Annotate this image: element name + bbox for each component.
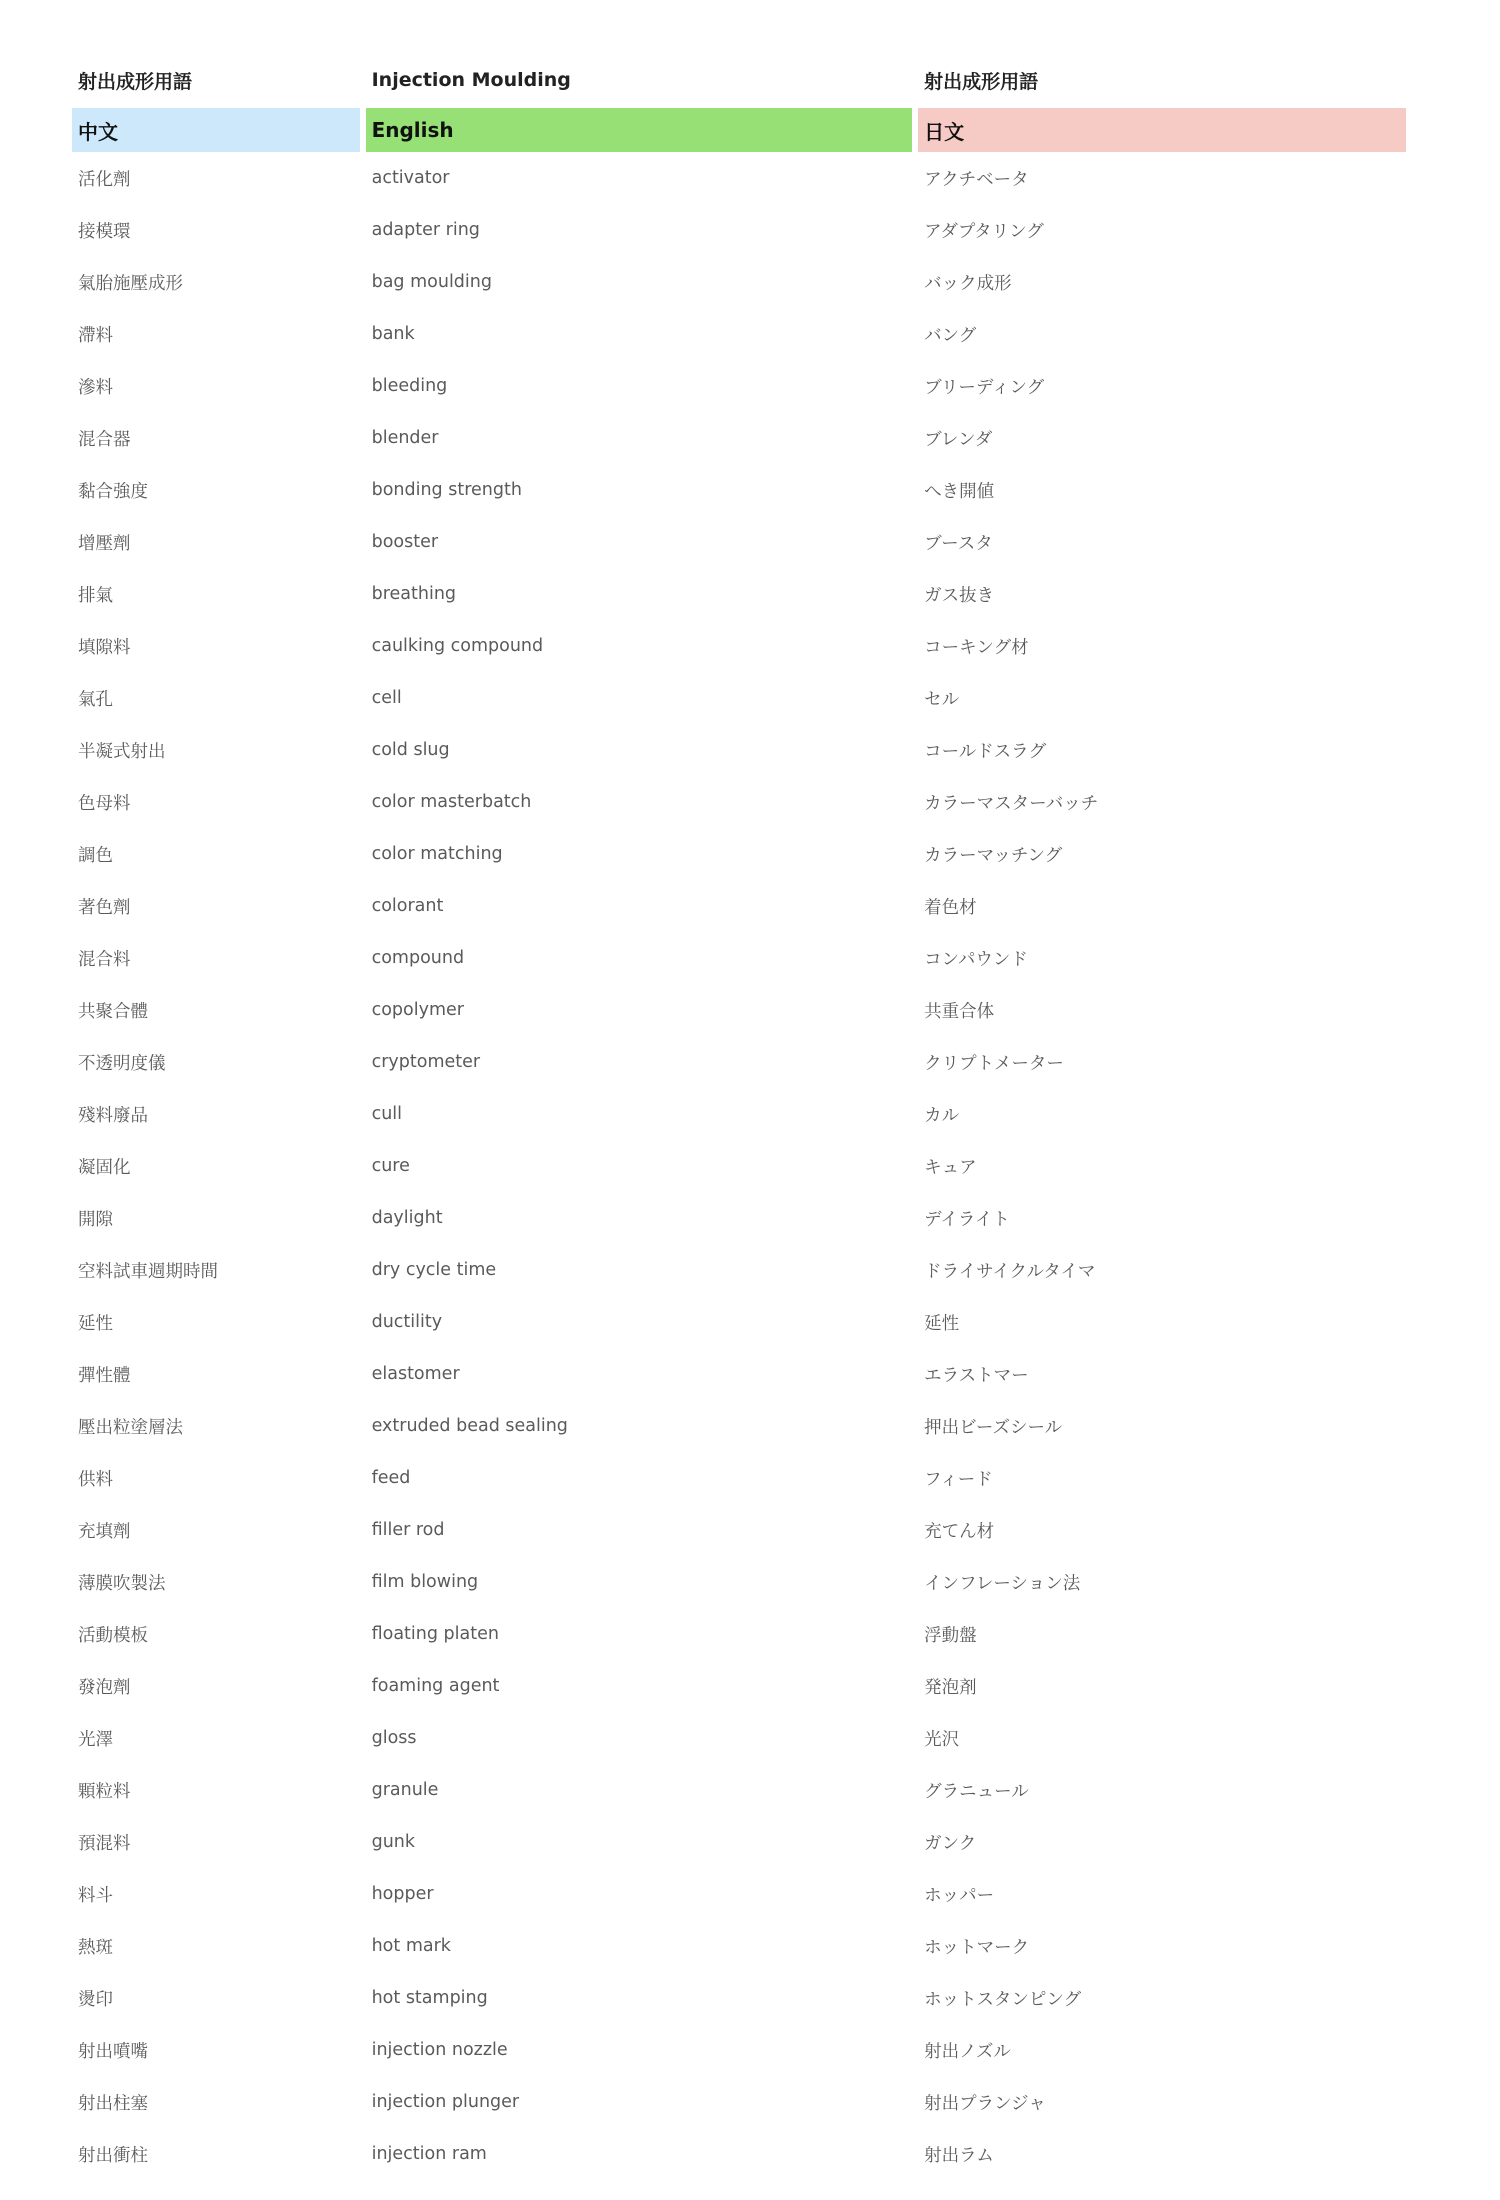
- table-row: [72, 516, 1406, 568]
- term-english: injection nozzle: [371, 2040, 508, 2060]
- term-japanese: カラーマスターバッチ: [924, 793, 1099, 814]
- table-row: [72, 308, 1406, 360]
- term-japanese: グラニュール: [924, 1781, 1029, 1802]
- term-chinese: 薄膜吹製法: [78, 1573, 166, 1594]
- term-chinese: 黏合強度: [78, 481, 148, 502]
- table-row: [72, 672, 1406, 724]
- title-english: Injection Moulding: [371, 69, 571, 91]
- term-english: bag moulding: [371, 272, 492, 292]
- term-japanese: 光沢: [924, 1729, 960, 1750]
- table-row: [72, 1400, 1406, 1452]
- term-english: granule: [371, 1780, 439, 1800]
- term-english: bank: [371, 324, 415, 344]
- table-row: [72, 932, 1406, 984]
- term-japanese: へき開値: [924, 481, 995, 502]
- table-row: [72, 256, 1406, 308]
- table-row: [72, 464, 1406, 516]
- table-row: [72, 1140, 1406, 1192]
- term-chinese: 射出噴嘴: [78, 2041, 148, 2062]
- term-japanese: デイライト: [924, 1209, 1010, 1230]
- term-japanese: ホットマーク: [924, 1937, 1030, 1958]
- column-header-row: [72, 108, 1406, 152]
- term-english: adapter ring: [371, 220, 480, 240]
- term-english: film blowing: [371, 1572, 479, 1592]
- table-row: [72, 984, 1406, 1036]
- table-row: [72, 2128, 1406, 2180]
- term-chinese: 殘料廢品: [78, 1105, 148, 1126]
- term-chinese: 混合器: [78, 429, 131, 450]
- table-row: [72, 2076, 1406, 2128]
- term-english: activator: [371, 168, 450, 188]
- term-chinese: 增壓劑: [78, 533, 131, 554]
- table-row: [72, 152, 1406, 204]
- column-header-chinese: 中文: [72, 108, 360, 152]
- term-japanese: カル: [924, 1105, 960, 1126]
- term-english: elastomer: [371, 1364, 460, 1384]
- table-row: [72, 1712, 1406, 1764]
- table-row: [72, 776, 1406, 828]
- term-japanese: ガス抜き: [924, 585, 995, 606]
- term-chinese: 供料: [78, 1469, 113, 1490]
- table-row: [72, 1296, 1406, 1348]
- term-japanese: インフレーション法: [924, 1573, 1081, 1594]
- table-row: [72, 880, 1406, 932]
- term-english: bleeding: [371, 376, 448, 396]
- term-japanese: 着色材: [924, 897, 977, 918]
- term-chinese: 混合料: [78, 949, 131, 970]
- term-english: cryptometer: [371, 1052, 481, 1072]
- term-chinese: 射出柱塞: [78, 2093, 148, 2114]
- term-japanese: アダプタリング: [924, 221, 1044, 242]
- term-chinese: 空料試車週期時間: [78, 1261, 218, 1282]
- term-japanese: コーキング材: [924, 637, 1029, 658]
- table-row: [72, 1036, 1406, 1088]
- term-english: cure: [371, 1156, 410, 1176]
- term-english: copolymer: [371, 1000, 464, 1020]
- table-row: [72, 1452, 1406, 1504]
- term-english: color matching: [371, 844, 503, 864]
- term-chinese: 色母料: [78, 793, 131, 814]
- term-japanese: 共重合体: [924, 1001, 995, 1022]
- table-row: [72, 204, 1406, 256]
- term-chinese: 著色劑: [78, 897, 131, 918]
- table-row: [72, 1868, 1406, 1920]
- term-english: booster: [371, 532, 439, 552]
- term-japanese: ドライサイクルタイマ: [924, 1261, 1096, 1282]
- term-chinese: 充填劑: [78, 1521, 131, 1542]
- term-chinese: 氣胎施壓成形: [78, 273, 183, 294]
- term-chinese: 開隙: [78, 1209, 113, 1230]
- term-english: foaming agent: [371, 1676, 500, 1696]
- term-japanese: バック成形: [924, 273, 1012, 294]
- term-chinese: 活化劑: [78, 169, 131, 190]
- term-chinese: 氣孔: [78, 689, 113, 710]
- term-english: bonding strength: [371, 480, 522, 500]
- table-row: [72, 1556, 1406, 1608]
- term-english: floating platen: [371, 1624, 499, 1644]
- table-row: [72, 1608, 1406, 1660]
- term-chinese: 顆粒料: [78, 1781, 131, 1802]
- term-english: extruded bead sealing: [371, 1416, 568, 1436]
- term-english: color masterbatch: [371, 792, 532, 812]
- term-chinese: 發泡劑: [78, 1677, 131, 1698]
- term-english: filler rod: [371, 1520, 445, 1540]
- table-row: [72, 360, 1406, 412]
- term-japanese: 浮動盤: [924, 1625, 977, 1646]
- table-row: [72, 412, 1406, 464]
- term-english: colorant: [371, 896, 444, 916]
- term-japanese: 延性: [924, 1313, 960, 1334]
- term-chinese: 半凝式射出: [78, 741, 166, 762]
- term-japanese: 射出ラム: [924, 2145, 994, 2166]
- term-chinese: 活動模板: [78, 1625, 148, 1646]
- table-row: [72, 1348, 1406, 1400]
- glossary-page: [72, 52, 1412, 2180]
- term-chinese: 凝固化: [78, 1157, 131, 1178]
- term-english: ductility: [371, 1312, 443, 1332]
- term-chinese: 熱斑: [78, 1937, 113, 1958]
- term-chinese: 接模環: [78, 221, 131, 242]
- table-row: [72, 1816, 1406, 1868]
- term-japanese: ブレンダ: [924, 429, 993, 450]
- term-english: gunk: [371, 1832, 416, 1852]
- table-row: [72, 1972, 1406, 2024]
- term-japanese: 射出ノズル: [924, 2041, 1011, 2062]
- term-english: cold slug: [371, 740, 450, 760]
- term-japanese: コールドスラグ: [924, 741, 1047, 762]
- term-japanese: コンパウンド: [924, 949, 1028, 970]
- term-chinese: 排氣: [78, 585, 113, 606]
- table-row: [72, 568, 1406, 620]
- term-japanese: ブリーディング: [924, 377, 1045, 398]
- term-japanese: エラストマー: [924, 1365, 1029, 1386]
- term-japanese: 充てん材: [924, 1521, 995, 1542]
- term-english: compound: [371, 948, 465, 968]
- title-chinese: 射出成形用語: [78, 70, 193, 93]
- term-japanese: フィード: [924, 1469, 993, 1490]
- table-row: [72, 2024, 1406, 2076]
- table-row: [72, 724, 1406, 776]
- term-chinese: 燙印: [78, 1989, 113, 2010]
- table-row: [72, 1660, 1406, 1712]
- term-english: caulking compound: [371, 636, 544, 656]
- term-chinese: 光澤: [78, 1729, 113, 1750]
- title-japanese: 射出成形用語: [924, 70, 1039, 93]
- table-row: [72, 1504, 1406, 1556]
- term-japanese: ブースタ: [924, 533, 993, 554]
- term-japanese: 押出ビーズシール: [924, 1417, 1063, 1438]
- term-english: cull: [371, 1104, 403, 1124]
- term-chinese: 預混料: [78, 1833, 131, 1854]
- term-japanese: 発泡剤: [924, 1677, 977, 1698]
- term-chinese: 不透明度儀: [78, 1053, 166, 1074]
- table-row: [72, 1764, 1406, 1816]
- term-english: daylight: [371, 1208, 443, 1228]
- table-row: [72, 1192, 1406, 1244]
- term-english: gloss: [371, 1728, 417, 1748]
- table-row: [72, 1244, 1406, 1296]
- term-japanese: ホットスタンピング: [924, 1989, 1082, 2010]
- term-english: cell: [371, 688, 402, 708]
- table-row: [72, 1088, 1406, 1140]
- term-japanese: ホッパー: [924, 1885, 995, 1906]
- column-header-japanese: 日文: [918, 108, 1406, 152]
- term-english: hot stamping: [371, 1988, 488, 2008]
- table-row: [72, 828, 1406, 880]
- term-english: injection plunger: [371, 2092, 520, 2112]
- term-japanese: キュア: [924, 1157, 977, 1178]
- glossary-rows: [72, 152, 1406, 2180]
- term-english: blender: [371, 428, 439, 448]
- term-japanese: クリプトメーター: [924, 1053, 1064, 1074]
- column-header-english: English: [366, 108, 913, 152]
- table-row: [72, 620, 1406, 672]
- term-japanese: ガンク: [924, 1833, 977, 1854]
- term-chinese: 滲料: [78, 377, 113, 398]
- term-japanese: バング: [924, 325, 977, 346]
- term-chinese: 彈性體: [78, 1365, 131, 1386]
- term-english: hot mark: [371, 1936, 451, 1956]
- term-english: dry cycle time: [371, 1260, 497, 1280]
- term-chinese: 填隙料: [78, 637, 131, 658]
- term-japanese: カラーマッチング: [924, 845, 1063, 866]
- term-english: feed: [371, 1468, 411, 1488]
- glossary-table: [66, 52, 1412, 2180]
- term-chinese: 共聚合體: [78, 1001, 148, 1022]
- term-english: injection ram: [371, 2144, 487, 2164]
- term-japanese: セル: [924, 689, 960, 710]
- title-row: [72, 52, 1406, 108]
- term-english: breathing: [371, 584, 457, 604]
- term-chinese: 料斗: [78, 1885, 113, 1906]
- term-chinese: 延性: [78, 1313, 113, 1334]
- term-chinese: 射出衝柱: [78, 2145, 148, 2166]
- term-chinese: 壓出粒塗層法: [78, 1417, 183, 1438]
- table-row: [72, 1920, 1406, 1972]
- term-english: hopper: [371, 1884, 434, 1904]
- term-japanese: アクチベータ: [924, 169, 1029, 190]
- term-japanese: 射出プランジャ: [924, 2093, 1046, 2114]
- term-chinese: 滯料: [78, 325, 113, 346]
- term-chinese: 調色: [78, 845, 113, 866]
